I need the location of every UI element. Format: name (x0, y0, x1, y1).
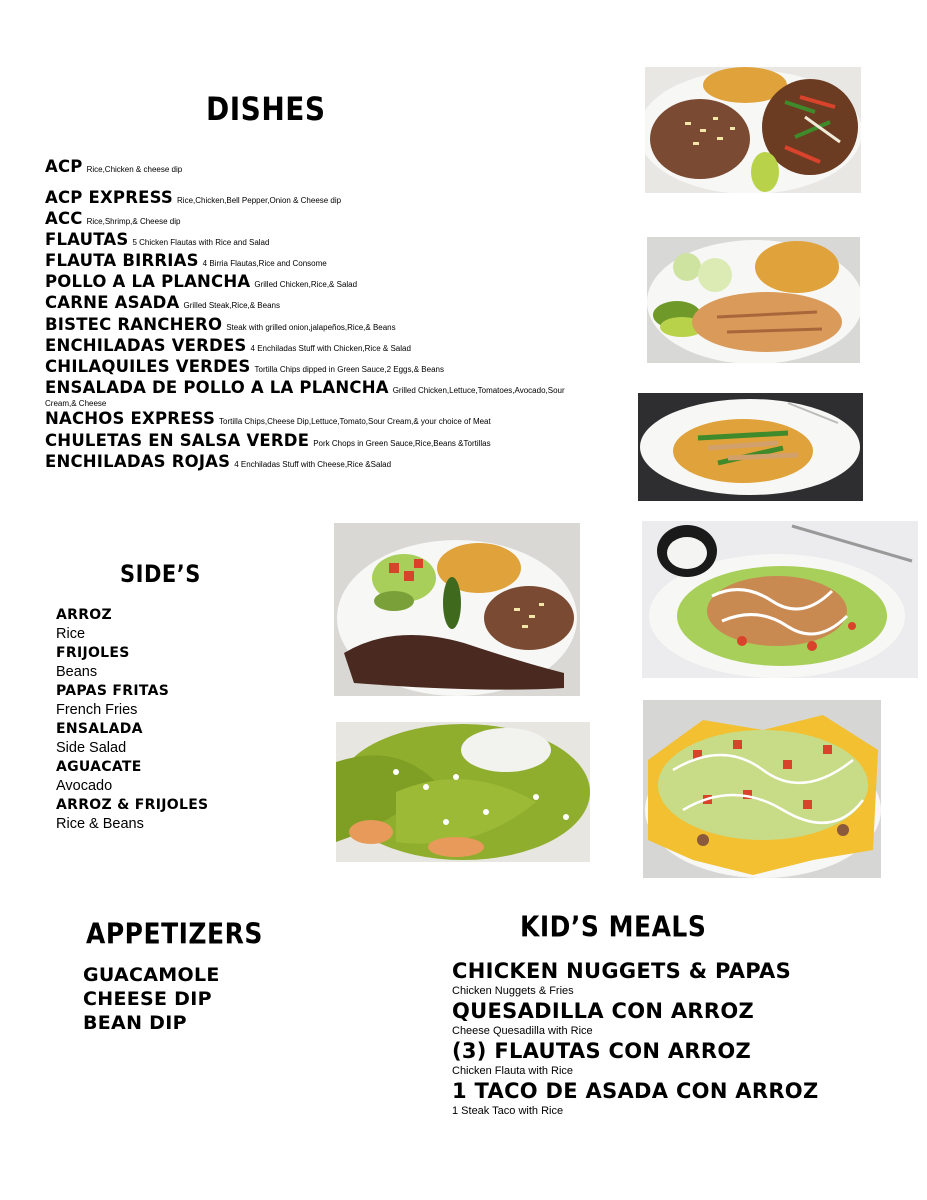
kids-meal-desc: 1 Steak Taco with Rice (452, 1105, 564, 1117)
kids-meal-desc: Cheese Quesadilla with Rice (452, 1025, 593, 1037)
dish-desc: Grilled Chicken,Rice,& Salad (254, 280, 358, 289)
dish-item (45, 188, 341, 211)
appetizer-item: CHEESE DIP (83, 988, 212, 1010)
enchiladas-verdes-photo (336, 722, 590, 862)
dish-desc: Rice,Shrimp,& Cheese dip (86, 217, 181, 226)
kids-meal-name: 1 TACO DE ASADA CON ARROZ (452, 1079, 819, 1103)
dish-desc: Grilled Steak,Rice,& Beans (183, 301, 280, 310)
dish-desc: Steak with grilled onion,jalapeños,Rice,& Beans (226, 323, 396, 332)
side-desc: Beans (56, 664, 98, 680)
dish-item (45, 452, 391, 475)
dish-item (45, 293, 280, 316)
dish-item (45, 272, 357, 295)
dish-item (45, 431, 491, 454)
dish-desc: Tortilla Chips,Cheese Dip,Lettuce,Tomato,Sour Cream,& your choice of Meat (219, 417, 491, 426)
kids-meal-desc: Chicken Nuggets & Fries (452, 985, 574, 997)
dish-name: ENCHILADAS VERDES (45, 336, 247, 355)
kids-meals-heading: KID’S MEALS (520, 910, 707, 944)
dish-item (45, 378, 565, 401)
carne-asada-plate-photo (334, 523, 580, 696)
dish-desc: Rice,Chicken,Bell Pepper,Onion & Cheese dip (177, 196, 342, 205)
appetizers-heading: APPETIZERS (86, 917, 263, 951)
dish-desc: 4 Enchiladas Stuff with Chicken,Rice & Salad (250, 344, 411, 353)
appetizer-item: BEAN DIP (83, 1012, 187, 1034)
side-name: ENSALADA (56, 721, 143, 737)
dish-item (45, 336, 411, 359)
dish-desc: 5 Chicken Flautas with Rice and Salad (132, 238, 270, 247)
dish-name: BISTEC RANCHERO (45, 315, 223, 334)
dish-name: ENSALADA DE POLLO A LA PLANCHA (45, 378, 389, 397)
acp-express-plate-photo (638, 393, 863, 501)
dish-desc: 4 Enchiladas Stuff with Cheese,Rice &Salad (234, 460, 392, 469)
dish-item (45, 357, 444, 380)
dish-name: ACP EXPRESS (45, 188, 174, 207)
dish-name: FLAUTA BIRRIAS (45, 251, 199, 270)
dish-name: CHULETAS EN SALSA VERDE (45, 431, 310, 450)
side-desc: Rice & Beans (56, 816, 144, 832)
dish-item (45, 157, 182, 180)
kids-meal-name: QUESADILLA CON ARROZ (452, 999, 755, 1023)
dish-item (45, 409, 491, 432)
kids-meal-desc: Chicken Flauta with Rice (452, 1065, 574, 1077)
dish-item (45, 209, 180, 232)
side-desc: Rice (56, 626, 86, 642)
dish-name: CHILAQUILES VERDES (45, 357, 251, 376)
sides-heading: SIDE’S (120, 560, 201, 588)
side-desc: French Fries (56, 702, 138, 718)
dish-desc: Rice,Chicken & cheese dip (86, 165, 183, 174)
side-name: ARROZ (56, 607, 112, 623)
dish-desc: Pork Chops in Green Sauce,Rice,Beans &Tortillas (313, 439, 491, 448)
appetizer-item: GUACAMOLE (83, 964, 220, 986)
dish-desc: Tortilla Chips dipped in Green Sauce,2 Eggs,& Beans (254, 365, 444, 374)
dish-item (45, 251, 327, 274)
dish-desc: 4 Birria Flautas,Rice and Consome (202, 259, 327, 268)
dish-item (45, 230, 269, 253)
kids-meal-name: CHICKEN NUGGETS & PAPAS (452, 959, 792, 983)
kids-meal-name: (3) FLAUTAS CON ARROZ (452, 1039, 752, 1063)
side-desc: Avocado (56, 778, 113, 794)
dish-name: NACHOS EXPRESS (45, 409, 216, 428)
dish-name: ACP (45, 157, 83, 176)
chicken-salad-photo (642, 521, 918, 678)
side-desc: Side Salad (56, 740, 127, 756)
dish-name: CARNE ASADA (45, 293, 180, 312)
dish-item (45, 315, 396, 338)
side-name: FRIJOLES (56, 645, 130, 661)
side-name: AGUACATE (56, 759, 142, 775)
side-name: ARROZ & FRIJOLES (56, 797, 209, 813)
dish-name: ACC (45, 209, 83, 228)
dish-desc-continued: Cream,& Cheese (45, 399, 107, 408)
dish-desc: Grilled Chicken,Lettuce,Tomatoes,Avocado,Sour (392, 386, 565, 395)
dishes-heading: DISHES (206, 90, 326, 128)
dish-name: ENCHILADAS ROJAS (45, 452, 231, 471)
nachos-photo (643, 700, 881, 878)
dish-name: FLAUTAS (45, 230, 129, 249)
dish-name: POLLO A LA PLANCHA (45, 272, 251, 291)
side-name: PAPAS FRITAS (56, 683, 170, 699)
grilled-chicken-plate-photo (647, 237, 860, 363)
fajita-plate-photo (645, 67, 861, 193)
